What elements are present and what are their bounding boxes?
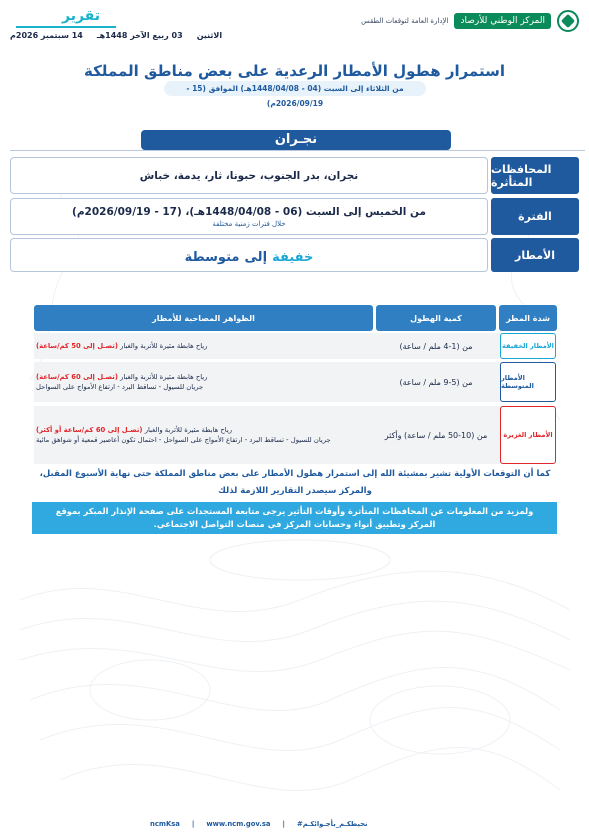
period-label: الفترة (491, 198, 579, 235)
page-subtitle: من الثلاثاء إلى السبت (04 - 1448/04/08هـ) الموافق (15 - 2026/09/19م) (164, 81, 426, 96)
hijri-date: 03 ربيع الآخر 1448هـ (96, 31, 183, 40)
table-header-amount: كمية الهطول (376, 305, 496, 331)
table-header-intensity: شدة المطر (499, 305, 557, 331)
org-name: المركز الوطني للأرصاد (454, 13, 551, 29)
more-info-line-2: المركز وتطبيق أنواء وحسابات المركز في منصات التواصل الاجتماعي. (153, 519, 436, 529)
governorates-label: المحافظات المتأثرة (491, 157, 579, 194)
outlook-line-2: والمركز سيصدر التقارير اللازمة لذلك (218, 486, 372, 496)
footer-separator: | (191, 820, 195, 828)
governorates-value: نجران، بدر الجنوب، حبونا، ثار، يدمة، خباش (139, 169, 359, 182)
day-name: الاثنين (196, 31, 223, 40)
period-value: من الخميس إلى السبت (06 - 1448/04/08هـ)، (17 - 2026/09/19م) (72, 205, 426, 218)
rain-box (10, 238, 488, 272)
more-info-line-1: ولمزيد من المعلومات عن المحافظات المتأثرة وأوقات التأثير يرجى متابعة المستجدات على صفحة الإنذار المبكر بموقع (55, 506, 534, 516)
intensity-mid-badge: الأمطار المتوسطة (500, 362, 556, 402)
amount-cell: من (10-50 ملم / ساعة) وأكثر (384, 430, 488, 440)
footer (150, 820, 368, 828)
wind-speed-text: (تصـل إلى 60 كم/ساعة أو أكثر) (36, 426, 143, 434)
intensity-heavy-badge: الأمطار الغزيرة (500, 406, 556, 464)
period-box (10, 198, 488, 235)
rain-label: الأمطار (491, 238, 579, 272)
report-label: تقرير (62, 8, 101, 24)
website-link[interactable]: www.ncm.gov.sa (206, 820, 271, 828)
rain-intensity (185, 246, 314, 265)
hashtag-text: #نحيطكـم_بأجـوائكـم (296, 820, 368, 828)
page-title: استمرار هطول الأمطار الرعدية على بعض مناطق المملكة (83, 62, 506, 80)
ncm-logo-icon (557, 10, 579, 32)
more-info-banner (32, 502, 557, 534)
phenomena-line (36, 341, 207, 351)
date-bar (10, 31, 222, 40)
footer-separator: | (282, 820, 285, 828)
phenomena-line (36, 372, 207, 382)
gregorian-date: 14 سبتمبر 2026م (10, 31, 83, 40)
rain-mid-text: متوسطة (184, 249, 240, 265)
amount-cell: من (1-4 ملم / ساعة) (399, 341, 473, 351)
rain-light-text: خفيفة (272, 249, 314, 265)
outlook-line-1: كما أن التوقعات الأولية تشير بمشيئة الله إلى استمرار هطول الأمطار على بعض مناطق المملكة حتى نهاية الأسبوع المقبل، (39, 469, 551, 479)
phenomena-cell (36, 333, 372, 359)
rain-connector: إلى (244, 249, 268, 265)
wind-speed-text: (تصـل إلى 50 كم/ساعة) (36, 342, 118, 350)
phenomena-line-2: جريان للسيول - تساقط البرد - ارتفاع الأمواج على السواحل (36, 383, 204, 391)
report-underline (16, 26, 116, 28)
table-header-phenomena: الظواهر المصاحبة للأمطار (34, 305, 373, 331)
phenomena-line-2: جريان للسيول - تساقط البرد - ارتفاع الأمواج على السواحل - احتمال تكون أعاصير قمعية أو شواهق مائية (36, 436, 331, 444)
wind-speed-text: (تصـل إلى 60 كم/ساعة) (36, 373, 118, 381)
phenomena-text: رياح هابطة مثيرة للأتربة والغبار (142, 426, 233, 434)
phenomena-cell (36, 362, 372, 402)
divider (10, 150, 585, 151)
phenomena-line (36, 425, 232, 435)
social-handle[interactable]: ncmKsa (150, 820, 180, 828)
header-brand (361, 10, 579, 32)
governorates-box (10, 157, 488, 194)
phenomena-text: رياح هابطة مثيرة للأتربة والغبار (117, 342, 208, 350)
period-note: خلال فترات زمنية مختلفة (212, 219, 286, 228)
region-title: نجـران (141, 130, 451, 150)
amount-cell: من (5-9 ملم / ساعة) (399, 377, 473, 387)
intensity-light-badge: الأمطار الخفيفة (500, 333, 556, 359)
phenomena-cell (36, 406, 372, 464)
phenomena-text: رياح هابطة مثيرة للأتربة والغبار (117, 373, 208, 381)
department-name: الإدارة العامة لتوقعات الطقس (361, 17, 449, 25)
outlook-note (30, 466, 560, 500)
